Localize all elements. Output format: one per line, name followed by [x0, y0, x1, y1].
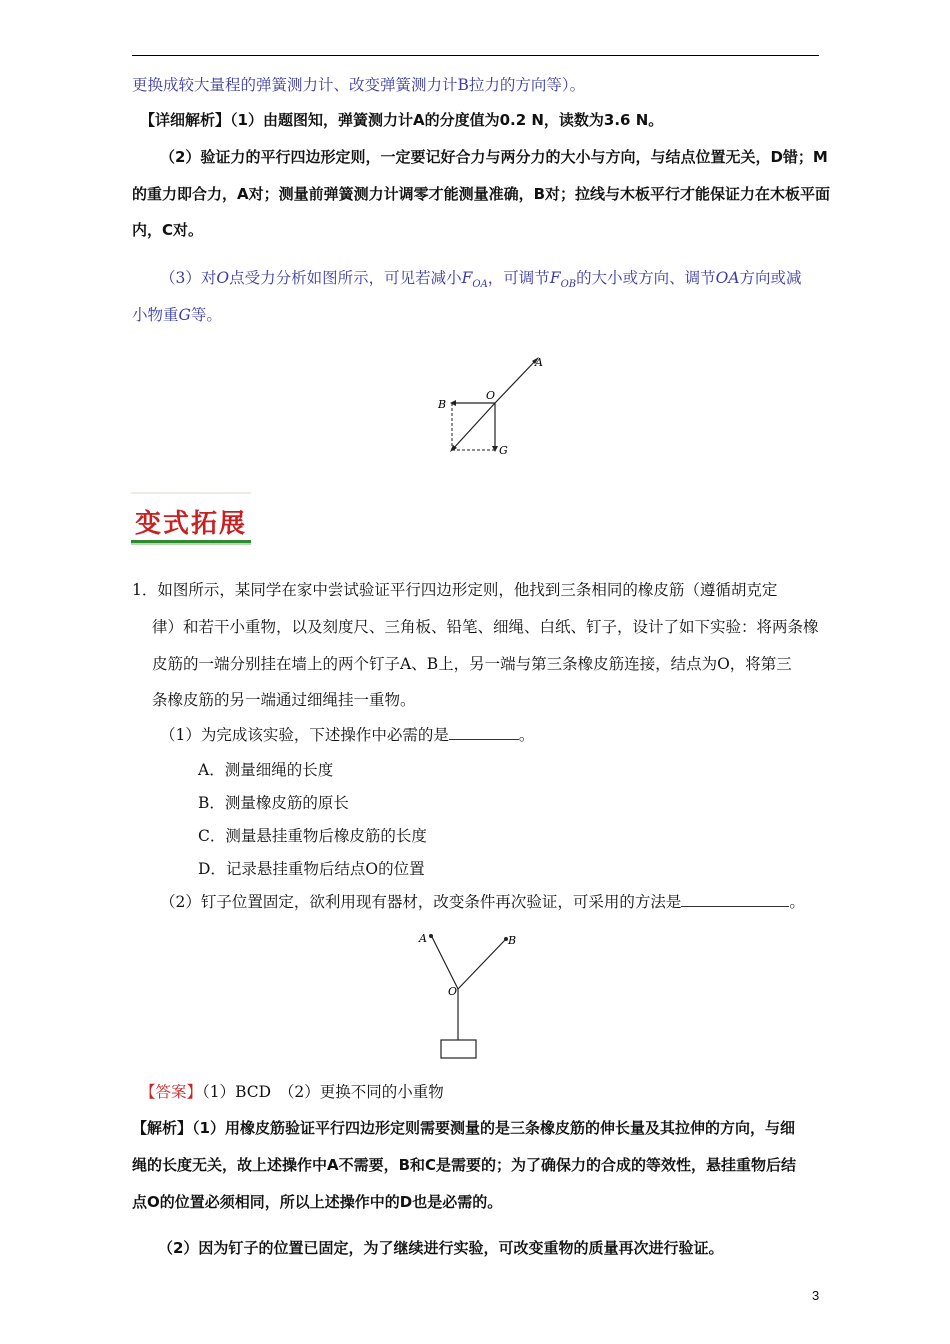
- arrow-head-g: [492, 446, 498, 452]
- label-a: A: [535, 356, 543, 369]
- intro-line: 更换成较大量程的弹簧测力计、改变弹簧测力计B拉力的方向等）。: [132, 76, 586, 94]
- option-b: B．测量橡皮筋的原长: [198, 794, 349, 812]
- detail-p2a: （2）验证力的平行四边形定则，一定要记好合力与两分力的大小与方向，与结点位置无关，D错；M: [160, 148, 828, 166]
- question-l4: 条橡皮筋的另一端通过细绳挂一重物。: [152, 691, 416, 709]
- option-d: D．记录悬挂重物后结点O的位置: [198, 860, 425, 878]
- answer-blank-1: [449, 725, 519, 740]
- option-c: C．测量悬挂重物后橡皮筋的长度: [198, 827, 427, 845]
- answer-tag: 【答案】: [140, 1083, 203, 1101]
- page-number: 3: [812, 1288, 820, 1303]
- nail-a: [429, 934, 433, 938]
- detail-p3b: 小物重G等。: [132, 306, 222, 324]
- detail-p2c: 内，C对。: [132, 221, 204, 239]
- analysis-l3: 点O的位置必须相同，所以上述操作中的D也是必需的。: [132, 1193, 503, 1211]
- option-a: A．测量细绳的长度: [198, 761, 334, 779]
- label-b2: B: [508, 934, 517, 947]
- analysis-l4: （2）因为钉子的位置已固定，为了继续进行实验，可改变重物的质量再次进行验证。: [158, 1239, 724, 1257]
- force-line-oa: [495, 359, 537, 403]
- detail-p1: 【详细解析】（1）由题图知，弹簧测力计A的分度值为0.2 N，读数为3.6 N。: [140, 111, 664, 129]
- label-a2: A: [419, 932, 427, 945]
- weight-box: [441, 1040, 476, 1058]
- detail-tag: 【详细解析】: [140, 111, 231, 129]
- question-q1: （1）为完成该实验，下述操作中必需的是 。: [160, 726, 535, 744]
- answer-line: 【答案】（1）BCD （2）更换不同的小重物: [140, 1083, 444, 1101]
- band-oa: [432, 937, 458, 989]
- arrow-head-b: [450, 400, 456, 406]
- detail-p2b: 的重力即合力，A对；测量前弹簧测力计调零才能测量准确，B对；拉线与木板平行才能保证力在木板平面: [132, 185, 831, 203]
- force-diagram: [420, 350, 560, 460]
- answer-blank-2: [681, 892, 789, 907]
- label-g: G: [499, 444, 508, 457]
- label-o: O: [486, 389, 496, 402]
- detail-p3a: （3）对O点受力分析如图所示，可见若减小$F_{OA}$，可调节$F_{OB}$的大小或方向、调节OA方向或减: [160, 269, 802, 291]
- label-b: B: [438, 398, 447, 411]
- question-l3: 皮筋的一端分别挂在墙上的两个钉子A、B上，另一端与第三条橡皮筋连接，结点为O，将第三: [152, 655, 792, 673]
- question-l1: 1．如图所示，某同学在家中尝试验证平行四边形定则，他找到三条相同的橡皮筋（遵循胡克定: [132, 581, 778, 599]
- label-o2: O: [448, 985, 458, 998]
- analysis-l2: 绳的长度无关，故上述操作中A不需要，B和C是需要的；为了确保力的合成的等效性，悬挂重物后结: [132, 1156, 797, 1174]
- analysis-tag: 【解析】: [132, 1119, 193, 1137]
- question-l2: 律）和若干小重物，以及刻度尺、三角板、铅笔、细绳、白纸、钉子，设计了如下实验：将两条橡: [152, 618, 819, 636]
- band-ob: [458, 940, 505, 989]
- experiment-diagram: [410, 925, 530, 1070]
- question-q2: （2）钉子位置固定，欲利用现有器材，改变条件再次验证，可采用的方法是 。: [160, 893, 805, 911]
- analysis-l1: 【解析】（1）用橡皮筋验证平行四边形定则需要测量的是三条橡皮筋的伸长量及其拉伸的方向，与细: [132, 1119, 795, 1137]
- header-rule: [132, 55, 819, 56]
- section-banner: [131, 492, 251, 546]
- resultant-line: [452, 403, 495, 450]
- banner-text: 变式拓展: [135, 509, 248, 539]
